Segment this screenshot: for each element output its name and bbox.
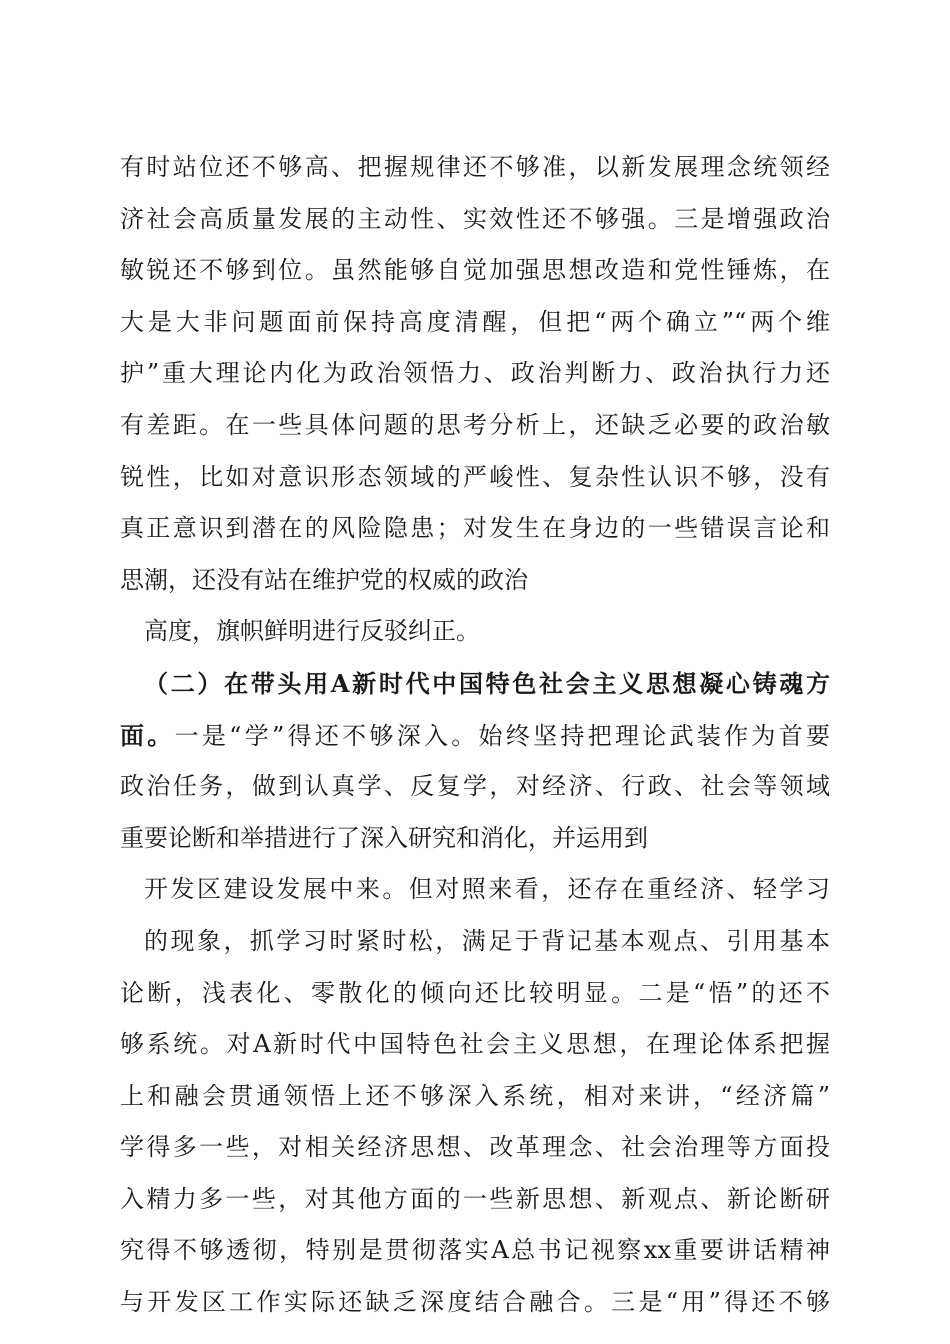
- text-line-12-rest: 一是“学”得还不够深入。始终坚持把理论武装作为首要: [174, 721, 830, 750]
- text-line-17: 论断，浅表化、零散化的倾向还比较明显。二是“悟”的还不: [120, 978, 830, 1007]
- text-line-14: 重要论断和举措进行了深入研究和消化，并运用到: [120, 823, 648, 852]
- text-line-1: 有时站位还不够高、把握规律还不够准，以新发展理念统领经: [120, 153, 830, 181]
- text-line-23: 与开发区工作实际还缺乏深度结合融合。三是“用”得还不够: [120, 1288, 830, 1317]
- text-line-13: 政治任务，做到认真学、反复学，对经济、行政、社会等领域: [120, 772, 830, 801]
- body-text: [120, 142, 830, 1329]
- text-line-7: 锐性，比如对意识形态领域的严峻性、复杂性认识不够，没有: [120, 462, 830, 491]
- text-line-6: 有差距。在一些具体问题的思考分析上，还缺乏必要的政治敏: [120, 410, 830, 439]
- text-line-4: 大是大非问题面前保持高度清醒，但把“两个确立”“两个维: [120, 307, 830, 336]
- text-line-8: 真正意识到潜在的风险隐患；对发生在身边的一些错误言论和: [120, 514, 830, 543]
- text-line-22: 究得不够透彻，特别是贯彻落实A总书记视察xx重要讲话精神: [120, 1236, 830, 1265]
- text-line-18: 够系统。对A新时代中国特色社会主义思想，在理论体系把握: [120, 1030, 830, 1059]
- section-heading-line: （二）在带头用A新时代中国特色社会主义思想凝心铸魂方: [144, 668, 830, 698]
- text-line-19: 上和融会贯通领悟上还不够深入系统，相对来讲，“经济篇”: [120, 1081, 830, 1110]
- text-line-3: 敏锐还不够到位。虽然能够自觉加强思想改造和党性锤炼，在: [120, 256, 830, 285]
- text-line-15: 开发区建设发展中来。但对照来看，还存在重经济、轻学习: [144, 875, 830, 904]
- text-line-21: 入精力多一些，对其他方面的一些新思想、新观点、新论断研: [120, 1184, 830, 1213]
- text-line-2: 济社会高质量发展的主动性、实效性还不够强。三是增强政治: [120, 204, 830, 233]
- section-heading-continuation: 面。: [120, 720, 175, 750]
- text-line-5: 护”重大理论内化为政治领悟力、政治判断力、政治执行力还: [120, 359, 830, 388]
- text-line-20: 学得多一些，对相关经济思想、改革理念、社会治理等方面投: [120, 1133, 830, 1162]
- text-line-10: 高度，旗帜鲜明进行反驳纠正。: [144, 617, 480, 646]
- text-line-16: 的现象，抓学习时紧时松，满足于背记基本观点、引用基本: [144, 926, 830, 955]
- text-line-9: 思潮，还没有站在维护党的权威的政治: [120, 565, 528, 594]
- text-line-12: [120, 710, 830, 762]
